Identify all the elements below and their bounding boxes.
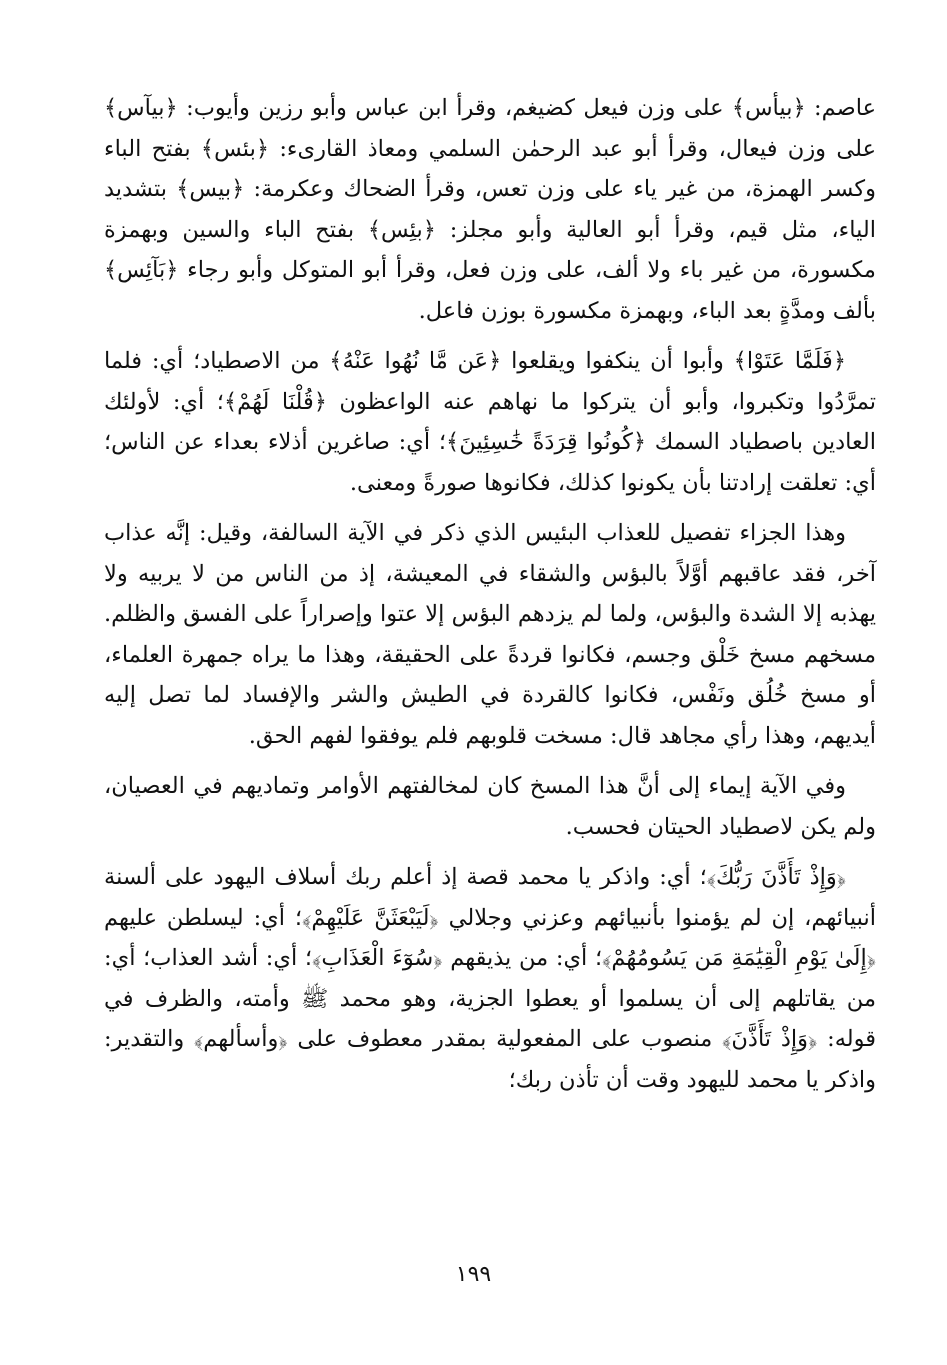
paragraph-proclamation: ﴿وَإِذْ تَأَذَّنَ رَبُّكَ﴾؛ أي: واذكر يا محمد قصة إذ أعلم ربك أسلاف اليهود على ألسنة أنبيائهم، إن لم يؤمنوا بأنبيائهم وعزني وجلالي ﴿لَيَبْعَثَنَّ عَلَيْهِمْ﴾؛ أي: ليسلطن عليهم ﴿إِلَىٰ يَوْمِ الْقِيَٰمَةِ مَن يَسُومُهُمْ﴾؛ أي: من يذيقهم ﴿سُوٓءَ الْعَذَابِ﴾؛ أي: أشد العذاب؛ أي: من يقاتلهم إلى أن يسلموا أو يعطوا الجزية، وهو محمد ﷺ وأمته، والظرف في قوله: ﴿وَإِذْ تَأَذَّنَ﴾ منصوب على المفعولية بمقدر معطوف على ﴿وأسألهم﴾ والتقدير: واذكر يا محمد لليهود وقت أن تأذن ربك؛ bbox=[104, 864, 876, 1093]
paragraph-punishment: وهذا الجزاء تفصيل للعذاب البئيس الذي ذكر في الآية السالفة، وقيل: إنَّه عذاب آخر، فقد عاقبهم أوَّلاً بالبؤس والشقاء في المعيشة، إذ من الناس من لا يربيه ولا يهذبه إلا الشدة والبؤس، ولما لم يزدهم البؤس إلا عتوا وإصراراً على الفسق والظلم. مسخهم مسخ خَلْق وجسم، فكانوا قردةً على الحقيقة، وهذا ما يراه جمهرة العلماء، أو مسخ خُلُق ونَفْس، فكانوا كالقردة في الطيش والشر والإفساد لما تصل إليه أيديهم، وهذا رأي مجاهد قال: مسخت قلوبهم فلم يوفقوا لفهم الحق. bbox=[104, 520, 876, 749]
paragraph-transgression: ﴿فَلَمَّا عَتَوْا﴾ وأبوا أن ينكفوا ويقلعوا ﴿عَن مَّا نُهُوا عَنْهُ﴾ من الاصطياد؛ أي: فلما تمرَّدُوا وتكبروا، وأبو أن يتركوا ما نهاهم عنه الواعظون ﴿قُلْنَا لَهُمْ﴾؛ أي: لأولئك العادين باصطياد السمك ﴿كُونُوا قِرَدَةً خَٰسِئِينَ﴾؛ أي: صاغرين أذلاء بعداء عن الناس؛ أي: تعلقت إرادتنا بأن يكونوا كذلك، فكانوها صورةً ومعنى. bbox=[104, 348, 876, 496]
page-number: ١٩٩ bbox=[455, 1262, 492, 1287]
page-body bbox=[104, 88, 876, 1100]
paragraph-readings: عاصم: ﴿بيأس﴾ على وزن فيعل كضيغم، وقرأ ابن عباس وأبو رزين وأيوب: ﴿بيآس﴾ على وزن فيعال، وقرأ أبو عبد الرحمٰن السلمي ومعاذ القارىء: ﴿بئس﴾ بفتح الباء وكسر الهمزة، من غير ياء على وزن تعس، وقرأ الضحاك وعكرمة: ﴿بيس﴾ بتشديد الياء، مثل قيم، وقرأ أبو العالية وأبو مجلز: ﴿بئِس﴾ بفتح الباء والسين وبهمزة مكسورة، من غير باء ولا ألف، على وزن فعل، وقرأ أبو المتوكل وأبو رجاء ﴿بَآئِس﴾ بألف ومدَّةٍ بعد الباء، وبهمزة مكسورة بوزن فاعل. bbox=[104, 95, 876, 324]
paragraph-indication: وفي الآية إيماء إلى أنَّ هذا المسخ كان لمخالفتهم الأوامر وتماديهم في العصيان، ولم يكن لاصطياد الحيتان فحسب. bbox=[104, 773, 876, 840]
